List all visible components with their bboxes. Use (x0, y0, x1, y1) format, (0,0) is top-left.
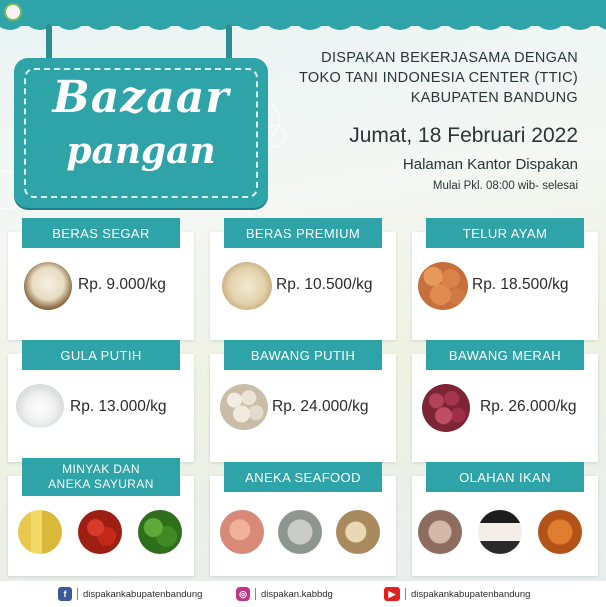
eggs-image (418, 262, 468, 310)
sugar-image (16, 384, 64, 428)
youtube-handle: dispakankabupatenbandung (411, 588, 531, 600)
vegetables-image (138, 510, 182, 554)
divider (77, 588, 78, 600)
product-label: BAWANG MERAH (426, 340, 584, 370)
footer-facebook[interactable] (58, 587, 202, 601)
fish-snack-image (418, 510, 462, 554)
event-venue: Halaman Kantor Dispakan (402, 156, 578, 173)
footer-youtube[interactable] (384, 587, 530, 601)
shrimp-image (220, 510, 264, 554)
product-card-bawang-putih (210, 347, 396, 462)
product-price: Rp. 10.500/kg (276, 276, 373, 293)
sign-title-line2: pangan (66, 130, 216, 172)
instagram-handle: dispakan.kabbdg (261, 588, 333, 600)
product-label (22, 458, 180, 496)
product-price: Rp. 9.000/kg (78, 276, 166, 293)
product-label: GULA PUTIH (22, 340, 180, 370)
footer-instagram[interactable] (236, 587, 333, 601)
product-card-bawang-merah (412, 347, 598, 462)
product-price: Rp. 18.500/kg (472, 276, 569, 293)
rice-premium-image (222, 262, 272, 310)
org-line-2: TOKO TANI INDONESIA CENTER (TTIC) (299, 70, 578, 86)
facebook-handle: dispakankabupatenbandung (83, 588, 203, 600)
product-label-line1: MINYAK DAN (62, 462, 140, 476)
divider (255, 588, 256, 600)
bazaar-sign (14, 58, 268, 208)
org-line-1: DISPAKAN BEKERJASAMA DENGAN (321, 50, 578, 66)
product-card-olahan-ikan (412, 469, 598, 576)
scallop-edge (0, 12, 606, 34)
product-card-gula-putih (8, 347, 194, 462)
product-card-minyak-sayuran (8, 462, 194, 576)
product-price: Rp. 13.000/kg (70, 398, 167, 415)
product-price: Rp. 24.000/kg (272, 398, 369, 415)
footer-bar (0, 581, 606, 607)
fish-jar-image (478, 510, 522, 554)
product-price: Rp. 26.000/kg (480, 398, 577, 415)
logo-icon (4, 3, 22, 21)
product-card-aneka-seafood (210, 469, 396, 576)
product-label-line2: ANEKA SAYURAN (48, 477, 154, 491)
sign-title-line1: Bazaar (52, 72, 230, 123)
product-label: TELUR AYAM (426, 218, 584, 248)
product-label: OLAHAN IKAN (426, 462, 584, 492)
fish-image (278, 510, 322, 554)
squid-image (336, 510, 380, 554)
rice-bowl-image (24, 262, 72, 310)
shallot-image (422, 384, 470, 432)
product-label: BERAS SEGAR (22, 218, 180, 248)
chili-image (78, 510, 122, 554)
product-card-beras-premium (210, 225, 396, 340)
garlic-image (220, 384, 268, 430)
fried-fish-image (538, 510, 582, 554)
event-date: Jumat, 18 Februari 2022 (349, 124, 578, 147)
instagram-icon: ◎ (236, 587, 250, 601)
product-label: BAWANG PUTIH (224, 340, 382, 370)
event-time: Mulai Pkl. 08:00 wib- selesai (432, 180, 578, 192)
youtube-icon: ▶ (384, 587, 400, 601)
cooking-oil-image (18, 510, 62, 554)
product-card-telur-ayam (412, 225, 598, 340)
facebook-icon: f (58, 587, 72, 601)
org-line-3: KABUPATEN BANDUNG (410, 90, 578, 106)
product-label: ANEKA SEAFOOD (224, 462, 382, 492)
product-label: BERAS PREMIUM (224, 218, 382, 248)
product-card-beras-segar (8, 225, 194, 340)
divider (405, 588, 406, 600)
